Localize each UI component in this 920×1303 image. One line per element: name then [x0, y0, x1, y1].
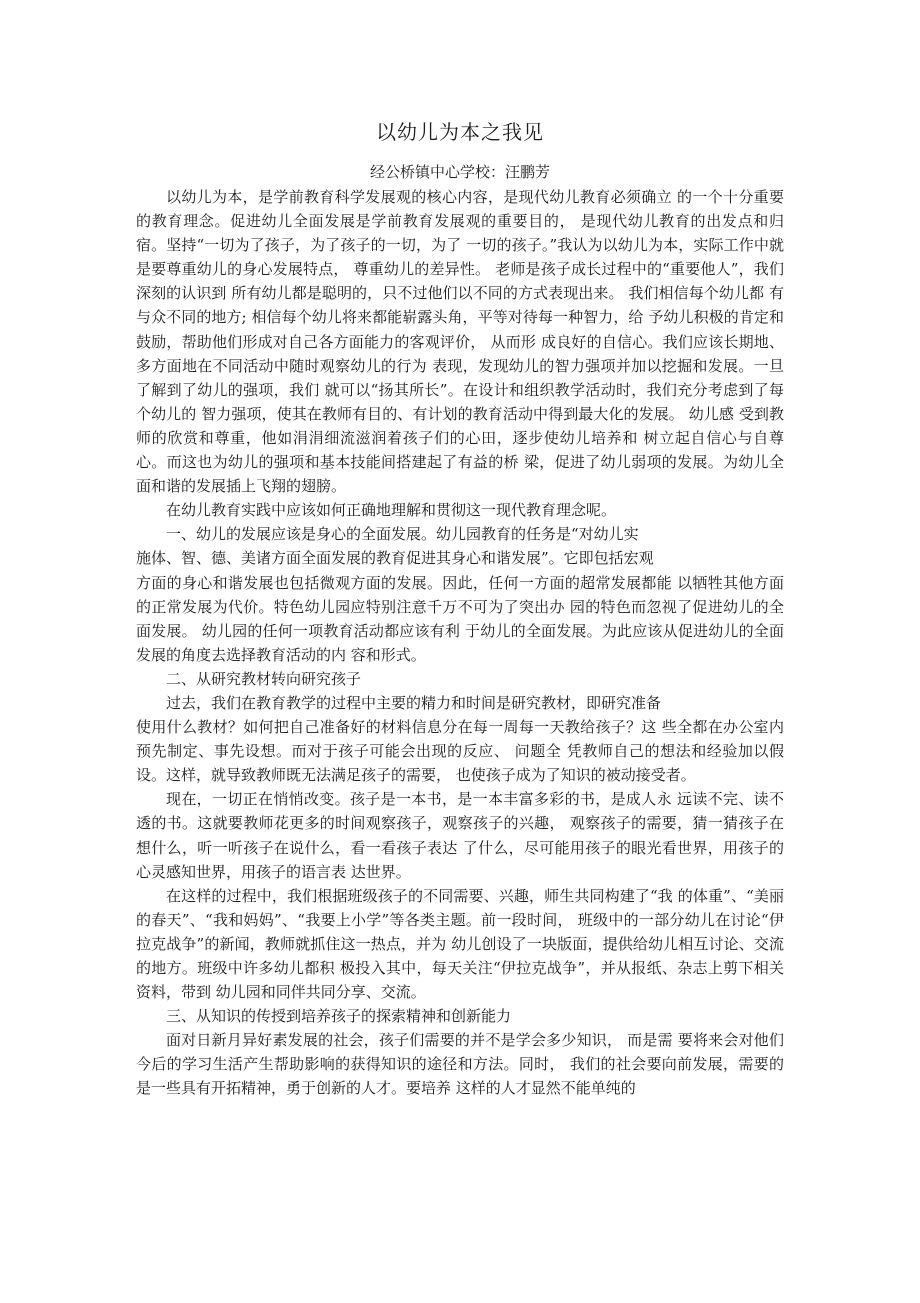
document-author: 经公桥镇中心学校：汪鹏芳: [369, 163, 550, 181]
paragraph: 在幼儿教育实践中应该如何正确地理解和贯彻这一现代教育理念呢。: [166, 501, 617, 520]
paragraph: 在这样的过程中，我们根据班级孩子的不同需要、兴趣，师生共同构建了“我 的体重”、“美丽的春天”、“我和妈妈”、“我要上小学”等各类主题。前一段时间， 班级中的一部分幼儿在讨论“伊拉克战争”的新闻，教师就抓住这一热点，并为 幼儿创设了一块版面，提供给幼儿相互讨论、交流的地方。班级中许多幼儿都积 极投入其中，每天关注“伊拉克战争”，并从报纸、杂志上剪下相关资料，带到 幼儿园和同伴共同分享、交流。: [136, 886, 784, 1002]
section-heading: 三、从知识的传授到培养孩子的探索精神和创新能力: [166, 1007, 512, 1026]
paragraph: 过去，我们在教育教学的过程中主要的精力和时间是研究教材，即研究准备: [166, 693, 662, 712]
paragraph: 以幼儿为本，是学前教育科学发展观的核心内容，是现代幼儿教育必须确立 的一个十分重要的教育理念。促进幼儿全面发展是学前教育发展观的重要目的， 是现代幼儿教育的出发点和归宿。坚持“一切为了孩子，为了孩子的一切，为了 一切的孩子。”我认为以幼儿为本，实际工作中就是要尊重幼儿的身心发展特点， 尊重幼儿的差异性。 老师是孩子成长过程中的“重要他人”，我们深刻的认识到 所有幼儿都是聪明的，只不过他们以不同的方式表现出来。 我们相信每个幼儿都 有与众不同的地方; 相信每个幼儿将来都能崭露头角，平等对待每一种智力，给 予幼儿积极的肯定和鼓励，帮助他们形成对自己各方面能力的客观评价， 从而形 成良好的自信心。我们应该长期地、多方面地在不同活动中随时观察幼儿的行为 表现，发现幼儿的智力强项并加以挖掘和发展。一旦了解到了幼儿的强项，我们 就可以“扬其所长”。在设计和组织教学活动时，我们充分考虑到了每个幼儿的 智力强项，使其在教师有目的、有计划的教育活动中得到最大化的发展。 幼儿感 受到教师的欣赏和尊重，他如涓涓细流滋润着孩子们的心田，逐步使幼儿培养和 树立起自信心与自尊心。而这也为幼儿的强项和基本技能间搭建起了有益的桥 梁，促进了幼儿弱项的发展。为幼儿全面和谐的发展插上飞翔的翅膀。: [136, 188, 784, 496]
paragraph: 面对日新月异好素发展的社会，孩子们需要的并不是学会多少知识， 而是需 要将来会对他们今后的学习生活产生帮助影响的获得知识的途径和方法。同时， 我们的社会要向前发展，需要的是一些具有开拓精神，勇于创新的人才。要培养 这样的人才显然不能单纯的: [136, 1031, 784, 1098]
section-heading: 二、从研究教材转向研究孩子: [166, 669, 362, 688]
paragraph: 现在，一切正在悄悄改变。孩子是一本书，是一本丰富多彩的书，是成人永 远读不完、读不透的书。这就要教师花更多的时间观察孩子，观察孩子的兴趣， 观察孩子的需要，猜一猜孩子在想什么，听一听孩子在说什么，看一看孩子表达 了什么，尽可能用孩子的眼光看世界，用孩子的心灵感知世界，用孩子的语言表 达世界。: [136, 790, 784, 881]
document-body: [136, 185, 784, 1101]
paragraph: 方面的身心和谐发展也包括微观方面的发展。因此，任何一方面的超常发展都能 以牺牲其他方面的正常发展为代价。特色幼儿园应特别注意千万不可为了突出办 园的特色而忽视了促进幼儿的全面发展。 幼儿园的任何一项教育活动都应该有利 于幼儿的全面发展。为此应该从促进幼儿的全面发展的角度去选择教育活动的内 容和形式。: [136, 573, 784, 664]
paragraph: 施体、智、德、美诸方面全面发展的教育促进其身心和谐发展”。它即包括宏观: [136, 549, 654, 568]
paragraph: 使用什么教材？如何把自己准备好的材料信息分在每一周每一天教给孩子？这 些全都在办公室内预先制定、事先设想。而对于孩子可能会出现的反应、 问题全 凭教师自己的想法和经验加以假设。这样，就导致教师既无法满足孩子的需要， 也使孩子成为了知识的被动接受者。: [136, 718, 784, 785]
section-heading: 一、幼儿的发展应该是身心的全面发展。幼儿园教育的任务是“对幼儿实: [166, 525, 639, 544]
document-title: 以幼儿为本之我见: [376, 120, 544, 144]
